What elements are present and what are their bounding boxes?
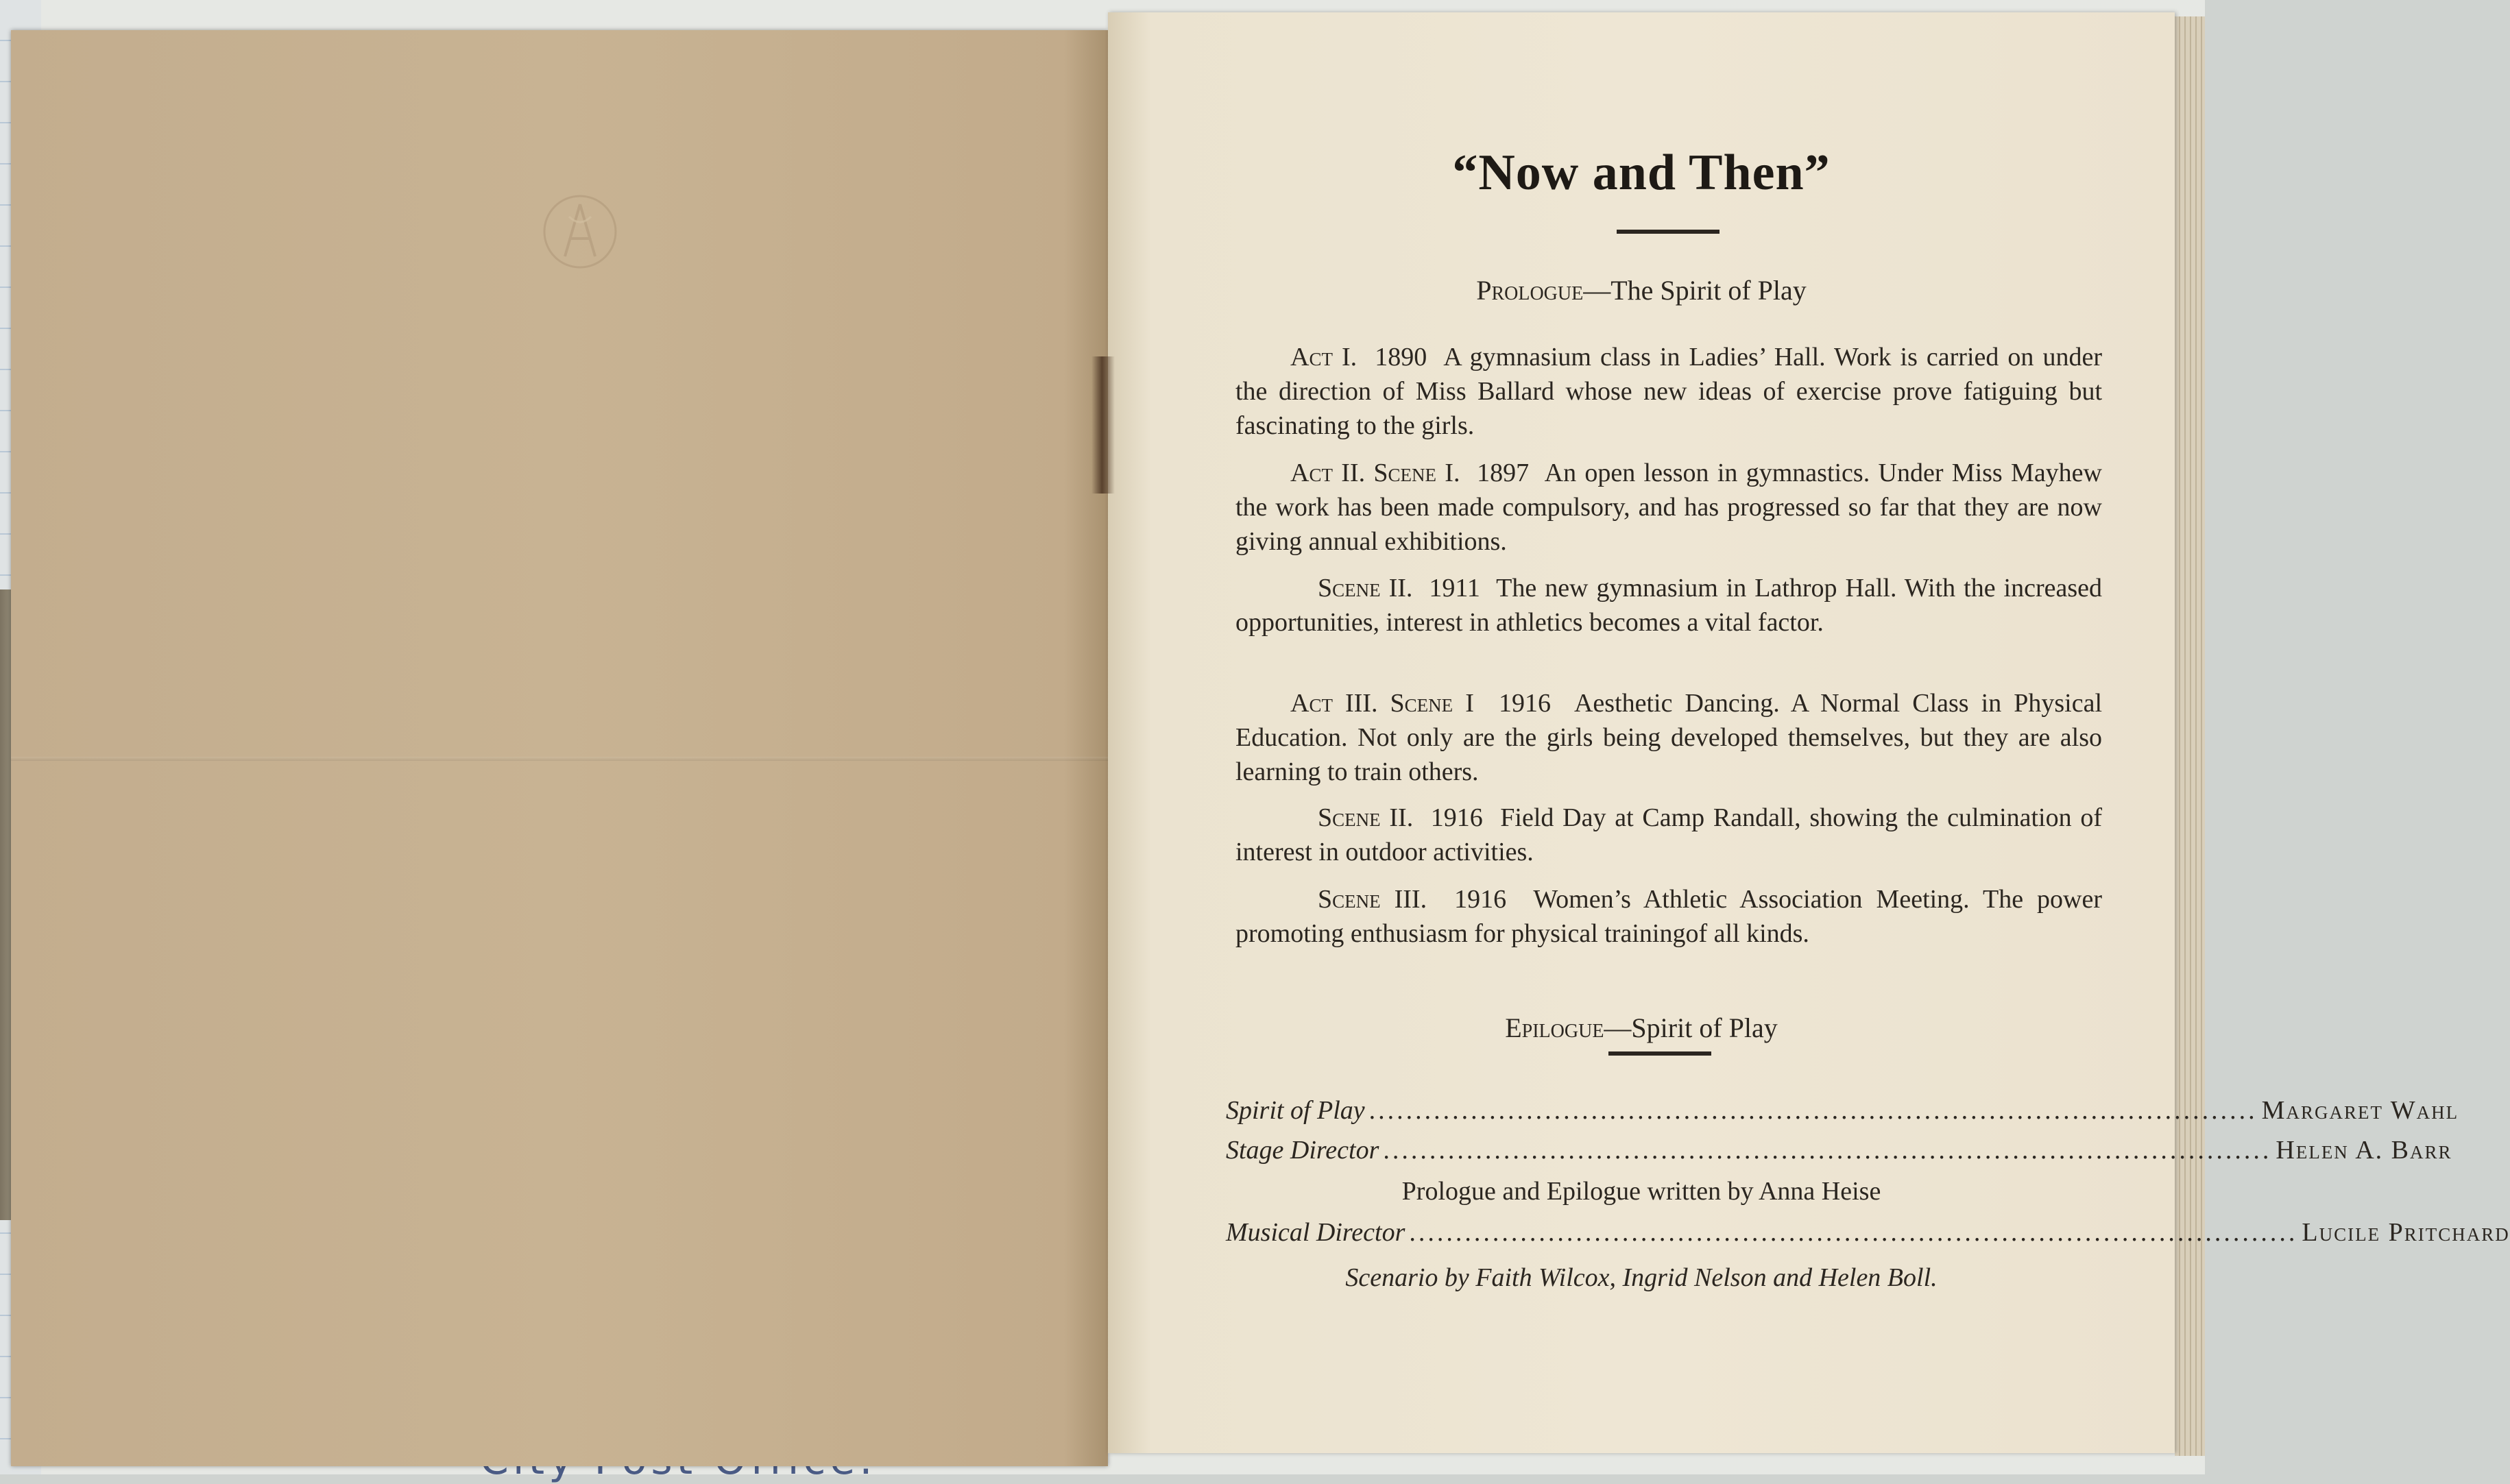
act-entry — [1235, 882, 2102, 951]
act-label: Scene II. — [1318, 574, 1413, 603]
act-label: Scene II. — [1318, 803, 1414, 832]
act-description: A gymnasium class in Ladies’ Hall. Work is carried on under the direction of Miss Ballard whose new ideas of exercise prove fatiguing but fascinating to the girls. — [1235, 343, 2102, 440]
epilogue-label: Epilogue — [1505, 1012, 1604, 1043]
written-by-line: Prologue and Epilogue written by Anna Heise — [1401, 1177, 1881, 1206]
credit-role: Musical Director — [1226, 1218, 1405, 1247]
act-description: Field Day at Camp Randall, showing the culmination of interest in outdoor activities. — [1235, 803, 2103, 866]
program-page — [1108, 12, 2510, 1453]
act-year: 1916 — [1454, 885, 1507, 914]
act-entry — [1235, 340, 2102, 443]
cover-fold-crease — [11, 757, 1108, 761]
act-entry — [1235, 456, 2102, 559]
act-description: Women’s Athletic Association Meeting. The power promoting enthusiasm for physical trainingof all kinds. — [1235, 885, 2103, 948]
credit-line — [1226, 1135, 2452, 1165]
dot-leader: ................................................................................................ — [1368, 1096, 2258, 1125]
act-year: 1897 — [1477, 459, 1530, 487]
act-label: Act I. — [1290, 343, 1357, 372]
act-label: Act III. Scene I — [1290, 689, 1474, 718]
act-entry — [1235, 686, 2102, 789]
prologue-heading — [1108, 274, 2175, 306]
act-label: Act II. Scene I. — [1290, 459, 1460, 487]
credit-role: Stage Director — [1226, 1136, 1379, 1165]
embossed-seal-icon — [539, 189, 621, 278]
epilogue-divider — [1608, 1051, 1711, 1056]
binding-staple-mark — [1091, 356, 1115, 494]
program-title: “Now and Then” — [1452, 145, 1831, 201]
credit-line — [1226, 1217, 2510, 1248]
prologue-label: Prologue — [1476, 275, 1584, 306]
act-year: 1890 — [1375, 343, 1427, 372]
dot-leader: ................................................................................................ — [1383, 1136, 2272, 1165]
scenario-line: Scenario by Faith Wilcox, Ingrid Nelson and Helen Boll. — [1345, 1263, 1938, 1292]
prologue-text: —The Spirit of Play — [1583, 275, 1807, 306]
act-entry — [1235, 801, 2102, 869]
credit-name: Margaret Wahl — [2261, 1096, 2459, 1125]
act-year: 1916 — [1498, 689, 1551, 718]
credit-line — [1226, 1095, 2459, 1126]
act-description: The new gymnasium in Lathrop Hall. With the increased opportunities, interest in athletics becomes a vital factor. — [1235, 574, 2102, 637]
dot-leader: ................................................................................................ — [1409, 1218, 2298, 1247]
epilogue-text: —Spirit of Play — [1604, 1012, 1778, 1043]
act-entry — [1235, 571, 2102, 640]
act-year: 1916 — [1430, 803, 1483, 832]
act-description: Aesthetic Dancing. A Normal Class in Physical Education. Not only are the girls being developed themselves, but they are also learning to train others. — [1235, 689, 2103, 786]
credit-role: Spirit of Play — [1226, 1096, 1365, 1125]
credit-name: Lucile Pritchard — [2302, 1218, 2510, 1247]
act-year: 1911 — [1429, 574, 1480, 603]
epilogue-heading — [1108, 1012, 2175, 1044]
act-description: An open lesson in gymnastics. Under Miss Mayhew the work has been made compulsory, and has progressed so far that they are now giving annual exhibitions. — [1235, 459, 2102, 556]
cover-page — [11, 30, 1108, 1466]
title-divider — [1617, 230, 1719, 234]
act-label: Scene III. — [1318, 885, 1427, 914]
credit-name: Helen A. Barr — [2276, 1136, 2452, 1165]
